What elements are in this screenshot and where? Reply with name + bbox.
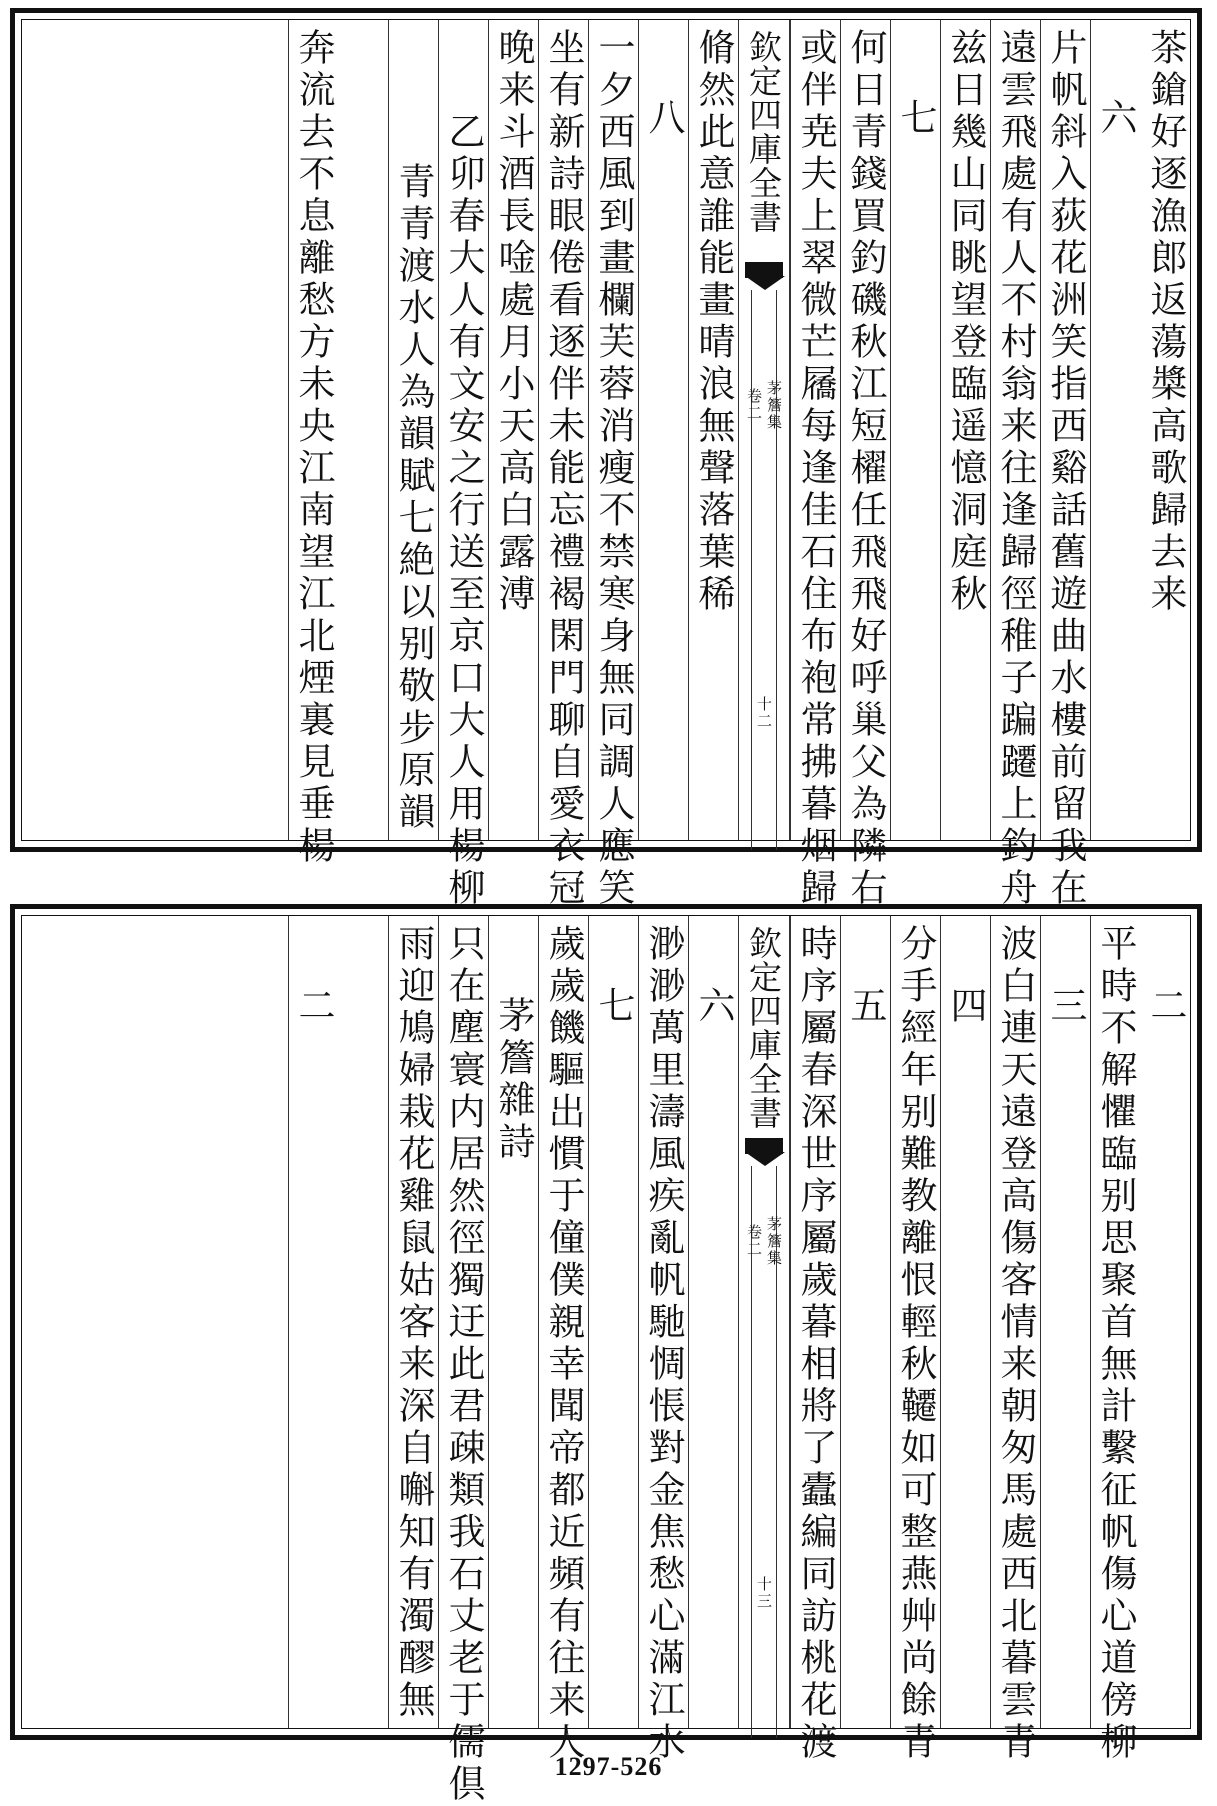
center-fold-column: [738, 916, 790, 1728]
text-column: [990, 916, 1040, 1764]
top-page-frame: [21, 19, 1191, 910]
column-text: 時序屬春深世序屬歲暮相將了蠹編同訪桃花渡: [794, 924, 837, 1764]
collection-name: 茅簷集: [765, 1216, 783, 1267]
column-text: 乙卯春大人有文安之行送至京口大人用楊柳: [442, 112, 485, 910]
poem-number: 四: [944, 986, 987, 1028]
column-text: 兹日幾山同眺望登臨遥憶洞庭秋: [944, 28, 987, 616]
column-text: 平時不解懼臨别思聚首無計繫征帆傷心道傍柳: [1094, 924, 1137, 1764]
column-text: 奔流去不息離愁方未央江南望江北煙裏見垂楊: [292, 28, 335, 868]
column-text: 雨迎鳩婦栽花雞鼠姑客来深自嘝知有濁醪無: [392, 924, 435, 1722]
text-column: [638, 916, 688, 1764]
text-column: [388, 916, 438, 1728]
collection-name: 茅簷集: [765, 380, 783, 431]
poem-number: 七: [894, 98, 937, 140]
column-text: 坐有新詩眼倦看逐伴未能忘禮褐閑門聊自愛衣冠: [542, 28, 585, 910]
poem-number: 二: [292, 986, 335, 1028]
text-column: [940, 20, 990, 840]
text-column: [790, 20, 840, 910]
column-text: 何日青錢買釣磯秋江短櫂任飛飛好呼巢父為隣右: [844, 28, 887, 910]
poem-number: 二: [1144, 986, 1187, 1028]
text-column: [288, 916, 388, 1728]
poem-number: 五: [844, 986, 887, 1028]
text-column: [990, 20, 1040, 910]
text-column: [588, 916, 638, 1728]
text-column: [890, 20, 940, 840]
page-number: 十二: [755, 696, 773, 730]
text-column: [1140, 916, 1190, 1728]
volume-label: 卷二: [745, 1224, 763, 1258]
fish-tail-mark: [745, 262, 783, 290]
text-column: [538, 20, 588, 910]
column-text: 片帆斜入荻花洲笑指西谿話舊遊曲水樓前留我在: [1044, 28, 1087, 910]
text-column: [1140, 20, 1190, 840]
text-column: [438, 916, 488, 1806]
poem-number: 七: [592, 986, 635, 1028]
text-column: [488, 916, 538, 1728]
text-column: [840, 20, 890, 910]
text-column: [638, 20, 688, 840]
text-column: [288, 20, 388, 868]
volume-label: 卷二: [745, 388, 763, 422]
text-column: [588, 20, 638, 910]
column-text: 歲歲饑驅出慣于僮僕親幸聞帝都近頻有往来人: [542, 924, 585, 1764]
poem-number: 六: [692, 986, 735, 1028]
text-column: [388, 20, 438, 840]
column-text: 茶鎗好逐漁郎返蕩槳高歌歸去来: [1144, 28, 1187, 616]
text-column: [1090, 916, 1140, 1764]
text-column: [940, 916, 990, 1728]
poem-number: 三: [1044, 986, 1087, 1028]
column-text: 晚来斗酒長唫處月小天高白露溥: [492, 28, 535, 616]
text-column: [1040, 20, 1090, 910]
fish-tail-mark: [745, 1138, 783, 1166]
column-text: 脩然此意誰能畫晴浪無聲落葉稀: [692, 28, 735, 616]
column-text: 青青渡水人為韻賦七絶以别敬步原韻: [392, 162, 435, 834]
section-title: 茅簷雜詩: [492, 996, 535, 1164]
column-text: 渺渺萬里濤風疾亂帆馳惆悵對金焦愁心滿江水: [642, 924, 685, 1764]
poem-number: 六: [1094, 98, 1137, 140]
text-column: [840, 916, 890, 1728]
column-text: 遠雲飛處有人不村翁来往逢歸徑稚子蹁躚上釣舟: [994, 28, 1037, 910]
page-number: 十三: [755, 1576, 773, 1610]
column-text: 波白連天遠登高傷客情来朝匆馬處西北暮雲青: [994, 924, 1037, 1764]
column-text: 分手經年别難教離恨輕秋韆如可整燕艸尚餘青: [894, 924, 937, 1764]
text-column: [538, 916, 588, 1764]
book-title: 欽定四庫全書: [744, 926, 783, 1130]
text-column: [688, 916, 738, 1728]
column-text: 或伴尭夫上翠微芒屩每逢佳石住布袍常拂暮烟歸: [794, 28, 837, 910]
column-text: 只在塵寰内居然徑獨迂此君疎類我石丈老于儒倶: [442, 924, 485, 1806]
text-column: [488, 20, 538, 840]
text-column: [1040, 916, 1090, 1728]
text-column: [790, 916, 840, 1764]
text-column: [438, 20, 488, 910]
text-column: [1090, 20, 1140, 840]
center-fold-column: [738, 20, 790, 840]
text-column: [688, 20, 738, 840]
column-text: 一夕西風到畫欄芙蓉消瘦不禁寒身無同調人應笑: [592, 28, 635, 910]
page-footer-number: 1297-526: [554, 1752, 663, 1781]
top-page: [10, 8, 1202, 910]
poem-number: 八: [642, 98, 685, 140]
text-column: [890, 916, 940, 1764]
book-title: 欽定四庫全書: [744, 30, 783, 234]
